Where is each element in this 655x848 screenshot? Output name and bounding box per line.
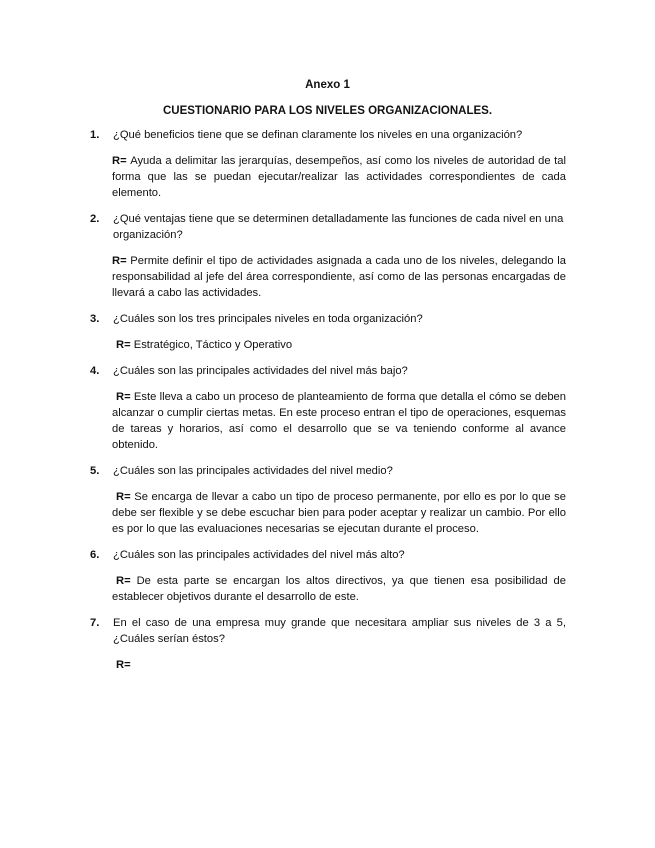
- question-number: 7.: [90, 617, 100, 629]
- question-text: ¿Cuáles son las principales actividades del nivel más alto?: [113, 549, 405, 561]
- question-7: [90, 615, 566, 647]
- answer-label: R=: [116, 391, 134, 403]
- answer-label: R=: [116, 659, 131, 671]
- answer-label: R=: [112, 155, 131, 167]
- answer-6: [112, 573, 566, 605]
- answer-text: Este lleva a cabo un proceso de planteamiento de forma que detalla el cómo se deben alcanzar o cumplir ciertas metas. En este proceso entran el tipo de operaciones, esquemas de tareas y horarios, así como el desarrollo que se va teniendo conforme al avance obtenido.: [112, 391, 566, 451]
- answer-7: [112, 657, 566, 673]
- question-3: [90, 311, 566, 327]
- question-number: 3.: [90, 313, 100, 325]
- question-number: 4.: [90, 365, 100, 377]
- question-1: [90, 127, 566, 143]
- question-number: 2.: [90, 213, 100, 225]
- answer-label: R=: [116, 339, 134, 351]
- answer-2: [112, 253, 566, 301]
- answer-text: Permite definir el tipo de actividades asignada a cada uno de los niveles, delegando la responsabilidad al jefe del área correspondiente, así como de las personas encargadas de llevará a cabo las actividades.: [112, 255, 566, 299]
- question-text: ¿Qué ventajas tiene que se determinen detalladamente las funciones de cada nivel en una organización?: [113, 213, 564, 241]
- question-6: [90, 547, 566, 563]
- answer-text: Se encarga de llevar a cabo un tipo de proceso permanente, por ello es por lo que se debe ser flexible y se debe escuchar bien para poder aceptar y realizar un cambio. Por ello es por lo que las evaluaciones necesarias se ejecutan durante el proceso.: [112, 491, 566, 535]
- question-number: 5.: [90, 465, 100, 477]
- question-4: [90, 363, 566, 379]
- answer-text: Ayuda a delimitar las jerarquías, desempeños, así como los niveles de autoridad de tal forma que las se puedan ejecutar/realizar las actividades correspondientes de cada elemento.: [112, 155, 566, 199]
- question-5: [90, 463, 566, 479]
- question-text: ¿Cuáles son las principales actividades del nivel más bajo?: [113, 365, 408, 377]
- answer-4: [112, 389, 566, 453]
- answer-3: [116, 337, 570, 353]
- question-text: En el caso de una empresa muy grande que necesitara ampliar sus niveles de 3 a 5, ¿Cuáles serían éstos?: [113, 617, 566, 645]
- answer-text: Estratégico, Táctico y Operativo: [133, 339, 293, 351]
- question-number: 1.: [90, 129, 100, 141]
- document-title: CUESTIONARIO PARA LOS NIVELES ORGANIZACIONALES.: [162, 105, 493, 117]
- annex-title: Anexo 1: [305, 79, 350, 91]
- question-2: [90, 211, 566, 243]
- answer-label: R=: [112, 255, 131, 267]
- answer-label: R=: [116, 491, 135, 503]
- question-text: ¿Cuáles son los tres principales niveles en toda organización?: [113, 313, 423, 325]
- answer-5: [112, 489, 566, 537]
- answer-label: R=: [116, 575, 137, 587]
- question-text: ¿Qué beneficios tiene que se definan claramente los niveles en una organización?: [113, 129, 523, 141]
- question-number: 6.: [90, 549, 100, 561]
- answer-1: [112, 153, 566, 201]
- answer-text: De esta parte se encargan los altos directivos, ya que tienen esa posibilidad de establecer objetivos durante el desarrollo de este.: [112, 575, 566, 603]
- question-text: ¿Cuáles son las principales actividades del nivel medio?: [113, 465, 393, 477]
